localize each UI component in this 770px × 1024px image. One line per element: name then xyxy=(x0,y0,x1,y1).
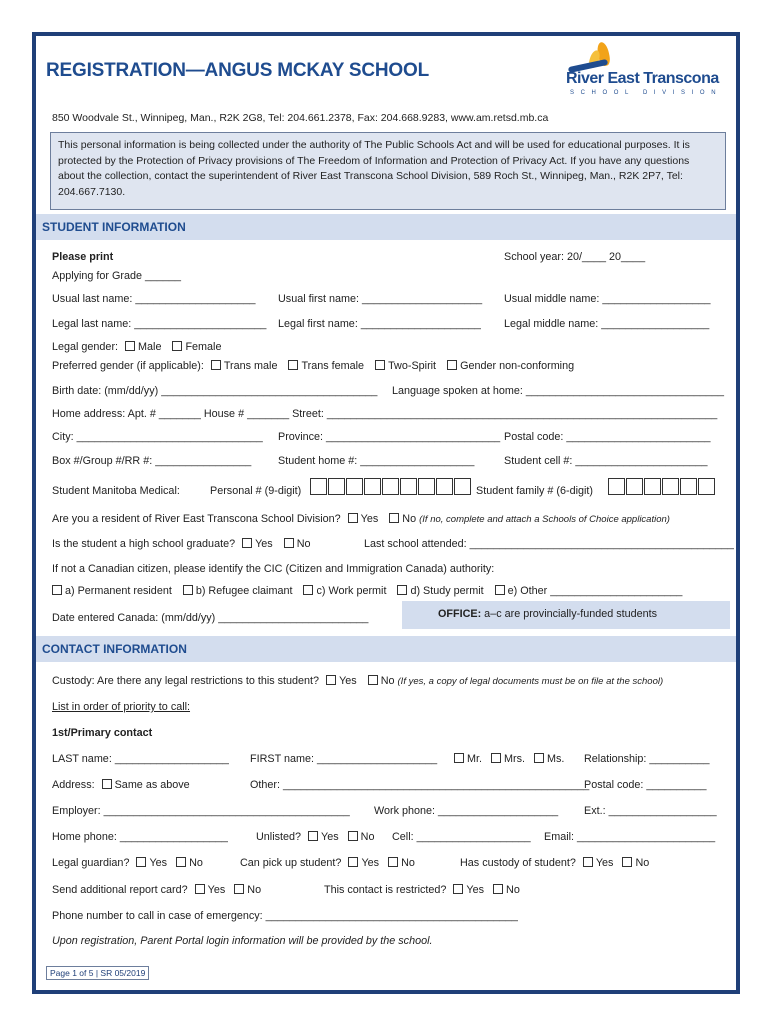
no-label: No xyxy=(247,884,262,896)
address-label: Address: xyxy=(52,779,95,791)
employer-field[interactable]: Employer: _________________________________________ xyxy=(52,805,350,817)
cic-e-checkbox[interactable] xyxy=(495,585,505,595)
language-field[interactable]: Language spoken at home: _________________________________ xyxy=(392,385,725,397)
custody-of-student-row xyxy=(460,856,649,870)
graduate-question: Is the student a high school graduate? xyxy=(52,538,236,550)
resident-no-checkbox[interactable] xyxy=(389,513,399,523)
restricted-yes-checkbox[interactable] xyxy=(453,884,463,894)
same-above-checkbox[interactable] xyxy=(102,779,112,789)
usual-middle-name-field[interactable]: Usual middle name: __________________ xyxy=(504,293,711,305)
report-card-yes-checkbox[interactable] xyxy=(195,884,205,894)
same-above-label: Same as above xyxy=(114,779,190,791)
please-print: Please print xyxy=(52,251,114,263)
legal-gender-row xyxy=(52,340,221,354)
school-year-field[interactable]: School year: 20/____ 20____ xyxy=(504,251,646,263)
male-label: Male xyxy=(138,341,162,353)
resident-note: (If no, complete and attach a Schools of Choice application) xyxy=(419,514,670,525)
yes-label: Yes xyxy=(207,884,226,896)
section-title: STUDENT INFORMATION xyxy=(42,220,186,234)
cic-d-checkbox[interactable] xyxy=(397,585,407,595)
page-footer: Page 1 of 5 | SR 05/2019 xyxy=(46,966,149,980)
unlisted-no-checkbox[interactable] xyxy=(348,831,358,841)
graduate-yes-checkbox[interactable] xyxy=(242,538,252,548)
cic-a-checkbox[interactable] xyxy=(52,585,62,595)
title-options xyxy=(454,752,564,766)
cic-d-label: d) Study permit xyxy=(410,585,484,597)
yes-label: Yes xyxy=(149,857,168,869)
resident-row xyxy=(52,512,670,527)
contact-postal-field[interactable]: Postal code: __________ xyxy=(584,779,707,791)
contact-last-name-field[interactable]: LAST name: ___________________ xyxy=(52,753,229,765)
gender-nc-checkbox[interactable] xyxy=(447,360,457,370)
cic-c-checkbox[interactable] xyxy=(303,585,313,595)
box-group-rr-field[interactable]: Box #/Group #/RR #: ________________ xyxy=(52,455,252,467)
family-number-boxes[interactable] xyxy=(608,478,716,495)
no-label: No xyxy=(296,538,311,550)
graduate-no-checkbox[interactable] xyxy=(284,538,294,548)
no-label: No xyxy=(380,675,395,687)
privacy-notice: This personal information is being collected under the authority of The Public Schools Act and will be used for educational purposes. It is protected by the Protection of Privacy provisions of The Freedom of Information and Protection of Privacy Act. If you have any questions about the collection, contact the superintendent of River East Transcona School Division, 589 Roch St., Winnipeg, Man., R2K 2P7, Tel: 204.667.7130. xyxy=(50,132,726,210)
mr-label: Mr. xyxy=(467,753,482,765)
logo-subtext: SCHOOL DIVISION xyxy=(570,90,723,96)
mr-checkbox[interactable] xyxy=(454,753,464,763)
custody-of-student-label: Has custody of student? xyxy=(460,857,576,869)
pickup-yes-checkbox[interactable] xyxy=(348,857,358,867)
female-checkbox[interactable] xyxy=(172,341,182,351)
no-label: No xyxy=(401,857,415,869)
yes-label: Yes xyxy=(466,884,485,896)
guardian-no-checkbox[interactable] xyxy=(176,857,186,867)
pickup-row xyxy=(240,856,415,870)
custody-no-checkbox[interactable] xyxy=(368,675,378,685)
city-field[interactable]: City: _______________________________ xyxy=(52,431,263,443)
cic-b-label: b) Refugee claimant xyxy=(195,585,293,597)
custody-question: Custody: Are there any legal restrictions to this student? xyxy=(52,675,320,687)
legal-last-name-field[interactable]: Legal last name: ______________________ xyxy=(52,318,267,330)
custody-note: (If yes, a copy of legal documents must be on file at the school) xyxy=(397,676,664,687)
cic-c-label: c) Work permit xyxy=(316,585,387,597)
guardian-label: Legal guardian? xyxy=(52,857,130,869)
legal-middle-name-field[interactable]: Legal middle name: __________________ xyxy=(504,318,710,330)
restricted-label: This contact is restricted? xyxy=(324,884,447,896)
unlisted-yes-checkbox[interactable] xyxy=(308,831,318,841)
male-checkbox[interactable] xyxy=(125,341,135,351)
gender-nc-label: Gender non-conforming xyxy=(460,360,575,372)
province-field[interactable]: Province: _____________________________ xyxy=(278,431,501,443)
office-label: OFFICE: xyxy=(438,608,482,620)
guardian-row xyxy=(52,856,203,870)
resident-yes-checkbox[interactable] xyxy=(348,513,358,523)
cic-a-label: a) Permanent resident xyxy=(65,585,172,597)
student-cell-field[interactable]: Student cell #: ______________________ xyxy=(504,455,708,467)
resident-question: Are you a resident of River East Transcona School Division? xyxy=(52,513,341,525)
form-page xyxy=(32,32,740,994)
student-home-phone-field[interactable]: Student home #: ___________________ xyxy=(278,455,475,467)
yes-label: Yes xyxy=(360,513,379,525)
student-section-header xyxy=(36,214,736,240)
yes-label: Yes xyxy=(255,538,273,550)
medical-label: Student Manitoba Medical: xyxy=(52,485,180,497)
office-note xyxy=(402,601,730,629)
legal-gender-label: Legal gender: xyxy=(52,341,119,353)
preferred-gender-label: Preferred gender (if applicable): xyxy=(52,360,204,372)
portal-note: Upon registration, Parent Portal login information will be provided by the school. xyxy=(52,935,433,947)
logo-text: River East Transcona xyxy=(566,70,719,87)
mrs-label: Mrs. xyxy=(504,753,525,765)
unlisted-row xyxy=(256,830,374,844)
pickup-label: Can pick up student? xyxy=(240,857,342,869)
two-spirit-checkbox[interactable] xyxy=(375,360,385,370)
relationship-field[interactable]: Relationship: __________ xyxy=(584,753,710,765)
division-logo xyxy=(564,42,732,100)
contact-cell-field[interactable]: Cell: ___________________ xyxy=(392,831,531,843)
yes-label: Yes xyxy=(361,857,380,869)
ms-label: Ms. xyxy=(547,753,565,765)
work-phone-field[interactable]: Work phone: ____________________ xyxy=(374,805,559,817)
custody-row xyxy=(52,674,663,689)
usual-first-name-field[interactable]: Usual first name: ____________________ xyxy=(278,293,483,305)
trans-male-checkbox[interactable] xyxy=(211,360,221,370)
contact-first-name-field[interactable]: FIRST name: ____________________ xyxy=(250,753,438,765)
contact-section-header xyxy=(36,636,736,662)
emergency-phone-field[interactable]: Phone number to call in case of emergency: __________________________________________ xyxy=(52,910,518,922)
contact-address-row xyxy=(52,778,190,792)
grade-field[interactable]: Applying for Grade ______ xyxy=(52,270,182,282)
family-number-label: Student family # (6-digit) xyxy=(476,485,594,497)
yes-label: Yes xyxy=(339,675,357,687)
priority-label: List in order of priority to call: xyxy=(52,701,191,713)
custody-of-yes-checkbox[interactable] xyxy=(583,857,593,867)
custody-of-no-checkbox[interactable] xyxy=(622,857,632,867)
cic-b-checkbox[interactable] xyxy=(183,585,193,595)
trans-female-checkbox[interactable] xyxy=(288,360,298,370)
no-label: No xyxy=(402,513,417,525)
primary-contact-heading: 1st/Primary contact xyxy=(52,727,153,739)
legal-first-name-field[interactable]: Legal first name: ____________________ xyxy=(278,318,481,330)
trans-male-label: Trans male xyxy=(223,360,278,372)
custody-yes-checkbox[interactable] xyxy=(326,675,336,685)
preferred-gender-row xyxy=(52,359,574,373)
contact-home-phone-field[interactable]: Home phone: __________________ xyxy=(52,831,228,843)
cic-e-label: e) Other ______________________ xyxy=(507,585,683,597)
mrs-checkbox[interactable] xyxy=(491,753,501,763)
unlisted-label: Unlisted? xyxy=(256,831,302,843)
ms-checkbox[interactable] xyxy=(534,753,544,763)
report-card-row xyxy=(52,883,261,897)
yes-label: Yes xyxy=(595,857,614,869)
female-label: Female xyxy=(185,341,222,353)
contact-email-field[interactable]: Email: _______________________ xyxy=(544,831,716,843)
section-title: CONTACT INFORMATION xyxy=(42,642,187,656)
no-label: No xyxy=(360,831,375,843)
yes-label: Yes xyxy=(321,831,339,843)
graduate-row xyxy=(52,537,311,551)
two-spirit-label: Two-Spirit xyxy=(388,360,437,372)
ext-field[interactable]: Ext.: __________________ xyxy=(584,805,717,817)
restricted-no-checkbox[interactable] xyxy=(493,884,503,894)
report-card-label: Send additional report card? xyxy=(52,884,188,896)
cic-question: If not a Canadian citizen, please identify the CIC (Citizen and Immigration Canada) authority: xyxy=(52,563,495,575)
personal-number-boxes[interactable] xyxy=(310,478,472,495)
no-label: No xyxy=(506,884,520,896)
date-entered-field[interactable]: Date entered Canada: (mm/dd/yy) _________________________ xyxy=(52,612,369,624)
no-label: No xyxy=(189,857,203,869)
last-school-field[interactable]: Last school attended: ____________________________________________ xyxy=(364,538,734,550)
guardian-yes-checkbox[interactable] xyxy=(136,857,146,867)
school-address: 850 Woodvale St., Winnipeg, Man., R2K 2G8, Tel: 204.661.2378, Fax: 204.668.9283, www.am.retsd.mb.ca xyxy=(52,112,549,124)
home-address-field[interactable]: Home address: Apt. # _______ House # _______ Street: _________________________________________________________________ xyxy=(52,408,718,420)
restricted-row xyxy=(324,883,520,897)
postal-code-field[interactable]: Postal code: ________________________ xyxy=(504,431,711,443)
office-text: a–c are provincially-funded students xyxy=(481,608,658,620)
personal-number-label: Personal # (9-digit) xyxy=(210,485,302,497)
report-card-no-checkbox[interactable] xyxy=(234,884,244,894)
pickup-no-checkbox[interactable] xyxy=(388,857,398,867)
usual-last-name-field[interactable]: Usual last name: ____________________ xyxy=(52,293,256,305)
trans-female-label: Trans female xyxy=(301,360,365,372)
form-title: REGISTRATION—ANGUS MCKAY SCHOOL xyxy=(46,60,429,81)
contact-other-address-field[interactable]: Other: ___________________________________________________ xyxy=(250,779,590,791)
birth-date-field[interactable]: Birth date: (mm/dd/yy) ____________________________________ xyxy=(52,385,378,397)
no-label: No xyxy=(635,857,650,869)
cic-options-row xyxy=(52,584,682,598)
